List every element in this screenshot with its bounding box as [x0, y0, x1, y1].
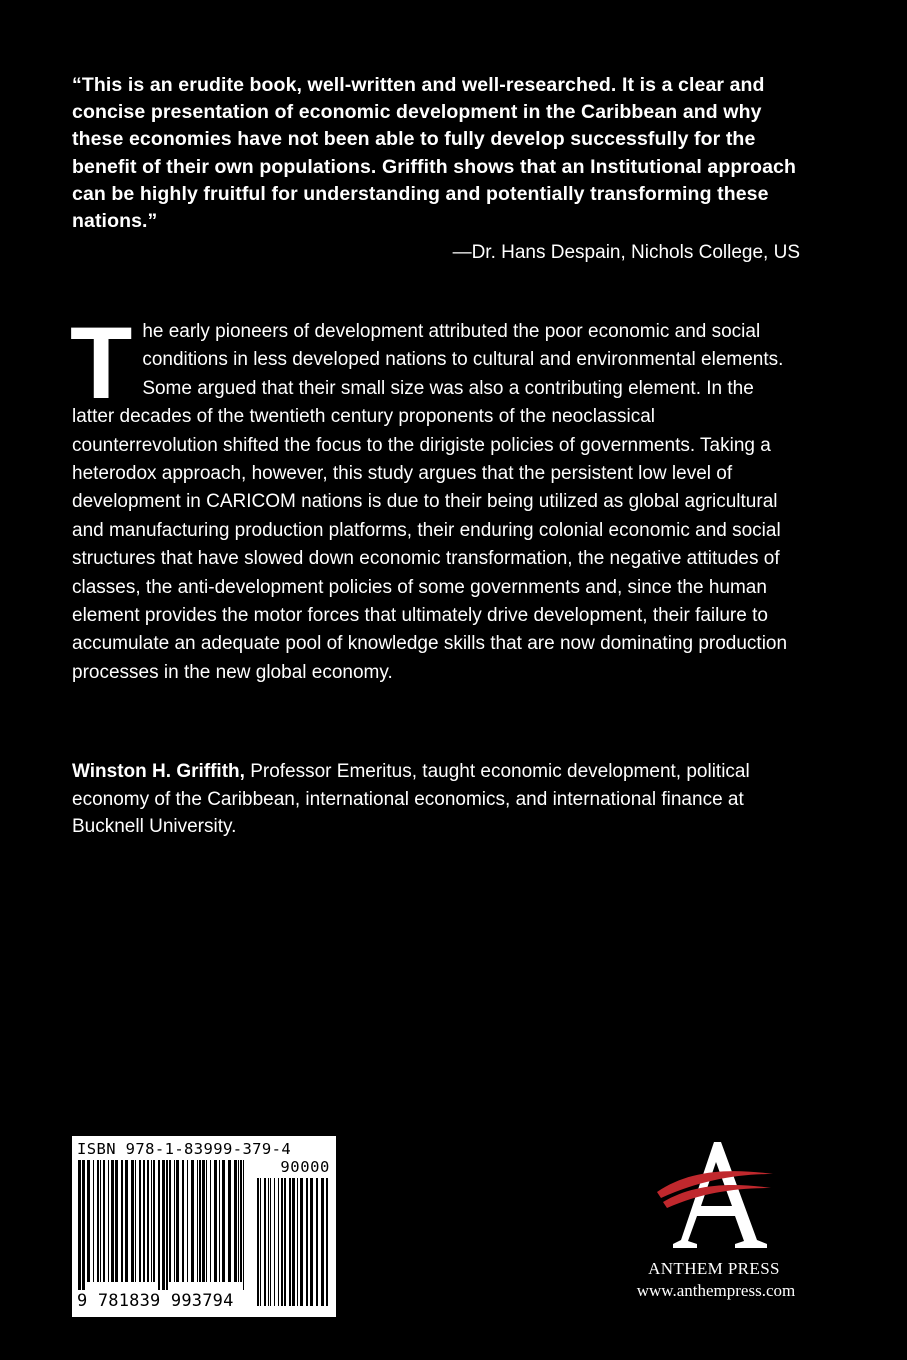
barcode-bar [135, 1160, 136, 1282]
barcode-bar [182, 1160, 184, 1282]
barcode-bar [153, 1160, 155, 1282]
barcode-bar [151, 1160, 152, 1282]
barcode-bar [97, 1160, 99, 1282]
isbn-barcode [72, 1136, 336, 1317]
barcode-bar [326, 1178, 328, 1306]
barcode-bar [131, 1160, 134, 1282]
ean-number: 9 781839 993794 [77, 1291, 234, 1311]
barcode-bar [125, 1160, 128, 1282]
barcode-bar [300, 1178, 303, 1306]
ean-barcode-bars [77, 1160, 247, 1290]
barcode-bar [199, 1160, 201, 1282]
barcode-bar [169, 1160, 171, 1282]
quote-attribution: —Dr. Hans Despain, Nichols College, US [452, 242, 800, 263]
barcode-bar [187, 1160, 188, 1282]
barcode-bar [121, 1160, 123, 1282]
barcode-bar [257, 1178, 259, 1306]
barcode-bar [174, 1160, 175, 1282]
barcode-bar [243, 1160, 244, 1290]
barcode-bar [100, 1160, 101, 1282]
barcode-bar [111, 1160, 114, 1282]
anthem-a-icon [649, 1140, 779, 1252]
barcode-bar [321, 1178, 324, 1306]
barcode-bar [214, 1160, 217, 1282]
author-bio-text: Professor Emeritus, taught economic development, political economy of the Caribbean, international economics, and international finance at Bucknell University. [72, 761, 750, 838]
barcode-bar [197, 1160, 198, 1282]
barcode-bar [260, 1178, 261, 1306]
barcode-bar [310, 1178, 313, 1306]
barcode-bar [206, 1160, 207, 1282]
barcode-bar [115, 1160, 118, 1282]
barcode-bar [297, 1178, 298, 1306]
barcode-bar [274, 1178, 275, 1306]
barcode-bar [78, 1160, 81, 1290]
publisher-name: ANTHEM PRESS [648, 1259, 780, 1278]
barcode-bar [238, 1160, 239, 1282]
barcode-bar [139, 1160, 141, 1282]
barcode-bar [234, 1160, 237, 1282]
barcode-bar [93, 1160, 94, 1282]
barcode-bar [268, 1178, 269, 1306]
barcode-bar [82, 1160, 85, 1290]
barcode-bar [87, 1160, 90, 1282]
barcode-bar [270, 1178, 271, 1306]
barcode-bar [147, 1160, 149, 1282]
publisher-logo [624, 1140, 814, 1310]
barcode-bar [210, 1160, 211, 1282]
barcode-bar [292, 1178, 295, 1306]
barcode-bar [158, 1160, 160, 1290]
barcode-bar [202, 1160, 205, 1282]
barcode-bar [162, 1160, 165, 1290]
barcode-bar [166, 1160, 168, 1290]
barcode-bar [222, 1160, 225, 1282]
barcode-bar [289, 1178, 291, 1306]
drop-cap: T [70, 306, 133, 420]
description-text: he early pioneers of development attributed the poor economic and social conditions in less developed nations to cultural and environmental elements. Some argued that their small size was also a contributing element. In the latter decades of the twentieth century proponents of the neoclassical counterrevolution shifted the focus to the dirigiste policies of governments. Taking a heterodox approach, however, this study argues that the persistent low level of development in CARICOM nations is due to their being utilized as global agricultural and manufacturing production platforms, their enduring colonial economic and social structures that have slowed down economic transformation, the negative attitudes of classes, the anti-development policies of some governments and, since the human element provides the motor forces that ultimately drive development, their failure to accumulate an adequate pool of knowledge skills that are now dominating production processes in the new global economy. [72, 321, 788, 683]
barcode-bar [264, 1178, 266, 1306]
barcode-bar [316, 1178, 318, 1306]
barcode-bar [306, 1178, 308, 1306]
barcode-bar [278, 1178, 279, 1306]
barcode-bar [281, 1178, 283, 1306]
price-code: 90000 [280, 1158, 330, 1176]
author-name: Winston H. Griffith, [72, 761, 245, 782]
barcode-bar [219, 1160, 220, 1282]
barcode-bar [108, 1160, 109, 1282]
barcode-bar [284, 1178, 286, 1306]
review-quote: “This is an erudite book, well-written and well-researched. It is a clear and concise presentation of economic development in the Caribbean and why these economies have not been able to fully develop successfully for the benefit of their own populations. Griffith shows that an Institutional approach can be highly fruitful for understanding and potentially transforming these nations.” [72, 74, 796, 233]
publisher-url[interactable]: www.anthempress.com [636, 1281, 796, 1300]
author-bio [72, 758, 772, 841]
barcode-bar [191, 1160, 194, 1282]
isbn-number: ISBN 978-1-83999-379-4 [77, 1140, 292, 1158]
barcode-bar [143, 1160, 145, 1282]
book-description [70, 306, 792, 687]
barcode-bar [240, 1160, 242, 1282]
price-addon-barcode-bars [256, 1178, 330, 1314]
barcode-bar [228, 1160, 231, 1282]
barcode-bar [103, 1160, 105, 1282]
barcode-bar [176, 1160, 179, 1282]
